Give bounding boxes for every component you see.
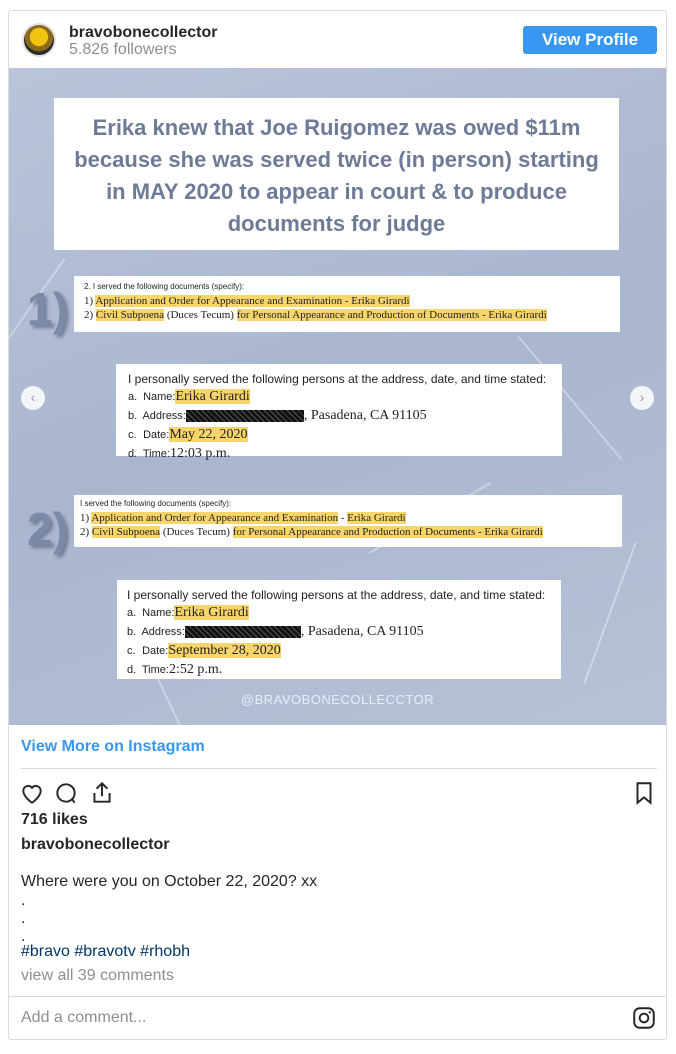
service-time: d. Time:2:52 p.m.	[127, 662, 223, 677]
headline-box	[54, 98, 619, 250]
number-label-1: 1)	[27, 283, 68, 335]
service-time: d. Time:12:03 p.m.	[128, 446, 231, 461]
number-label-2: 2)	[27, 503, 68, 555]
likes-count[interactable]: 716 likes	[21, 811, 88, 828]
divider	[21, 768, 657, 769]
instagram-icon[interactable]	[631, 1005, 657, 1031]
bookmark-icon[interactable]	[631, 780, 657, 806]
service-date: c. Date:September 28, 2020	[127, 643, 281, 658]
view-comments-link[interactable]: view all 39 comments	[21, 967, 174, 984]
service-intro: I personally served the following persons at the address, date, and time stated:	[127, 588, 546, 602]
service-record-2	[117, 580, 561, 679]
share-icon[interactable]	[89, 780, 115, 806]
service-name: a. Name:Erika Girardi	[128, 389, 250, 404]
post-header	[9, 11, 666, 69]
view-profile-button[interactable]: View Profile	[523, 26, 657, 54]
doc-line-2: 2) Civil Subpoena (Duces Tecum) for Personal Appearance and Production of Documents - Erika Girardi	[80, 526, 543, 538]
service-date: c. Date:May 22, 2020	[128, 427, 248, 442]
watermark: @BRAVOBONECOLLECCTOR	[240, 692, 435, 707]
chevron-left-icon[interactable]: ‹	[21, 386, 45, 410]
followers-count: 5.826 followers	[69, 41, 177, 58]
post-owner[interactable]: bravobonecollector	[21, 836, 170, 853]
redaction-mark	[186, 410, 304, 422]
doc-line-1: 1) Application and Order for Appearance and Examination - Erika Girardi	[84, 295, 410, 307]
caption-dot: .	[21, 892, 26, 909]
service-intro: I personally served the following persons at the address, date, and time stated:	[128, 372, 547, 386]
post-caption: Where were you on October 22, 2020? xx	[21, 873, 318, 890]
post-image[interactable]	[9, 68, 666, 725]
headline-text: Erika knew that Joe Ruigomez was owed $11m because she was served twice (in person) starting in MAY 2020 to appear in court & to produce documents for judge	[74, 115, 599, 236]
doc-line-1: 1) Application and Order for Appearance and Examination - Erika Girardi	[80, 512, 406, 524]
caption-dot: .	[21, 928, 26, 945]
add-comment-input[interactable]: Add a comment...	[21, 1009, 147, 1026]
doc-line-2: 2) Civil Subpoena (Duces Tecum) for Personal Appearance and Production of Documents - Erika Girardi	[84, 309, 547, 321]
hashtags[interactable]: #bravo #bravotv #rhobh	[21, 943, 190, 960]
service-record-1	[116, 364, 562, 461]
service-name: a. Name:Erika Girardi	[127, 605, 249, 620]
service-address: b. Address: , Pasadena, CA 91105	[127, 624, 424, 639]
divider	[9, 996, 666, 997]
document-excerpt-1	[74, 276, 620, 332]
profile-username[interactable]: bravobonecollector	[69, 24, 218, 41]
instagram-embed-card	[8, 10, 667, 1040]
heart-icon[interactable]	[19, 780, 45, 806]
view-more-link[interactable]: View More on Instagram	[21, 738, 205, 755]
redaction-mark	[185, 626, 301, 638]
doc-pre: 2. I served the following documents (specify):	[84, 282, 245, 291]
comment-icon[interactable]	[53, 780, 79, 806]
document-excerpt-2	[74, 495, 622, 547]
avatar[interactable]	[22, 23, 56, 57]
caption-dot: .	[21, 910, 26, 927]
service-address: b. Address: , Pasadena, CA 91105	[128, 408, 427, 423]
chevron-right-icon[interactable]: ›	[630, 386, 654, 410]
doc-pre: I served the following documents (specify):	[80, 499, 232, 508]
